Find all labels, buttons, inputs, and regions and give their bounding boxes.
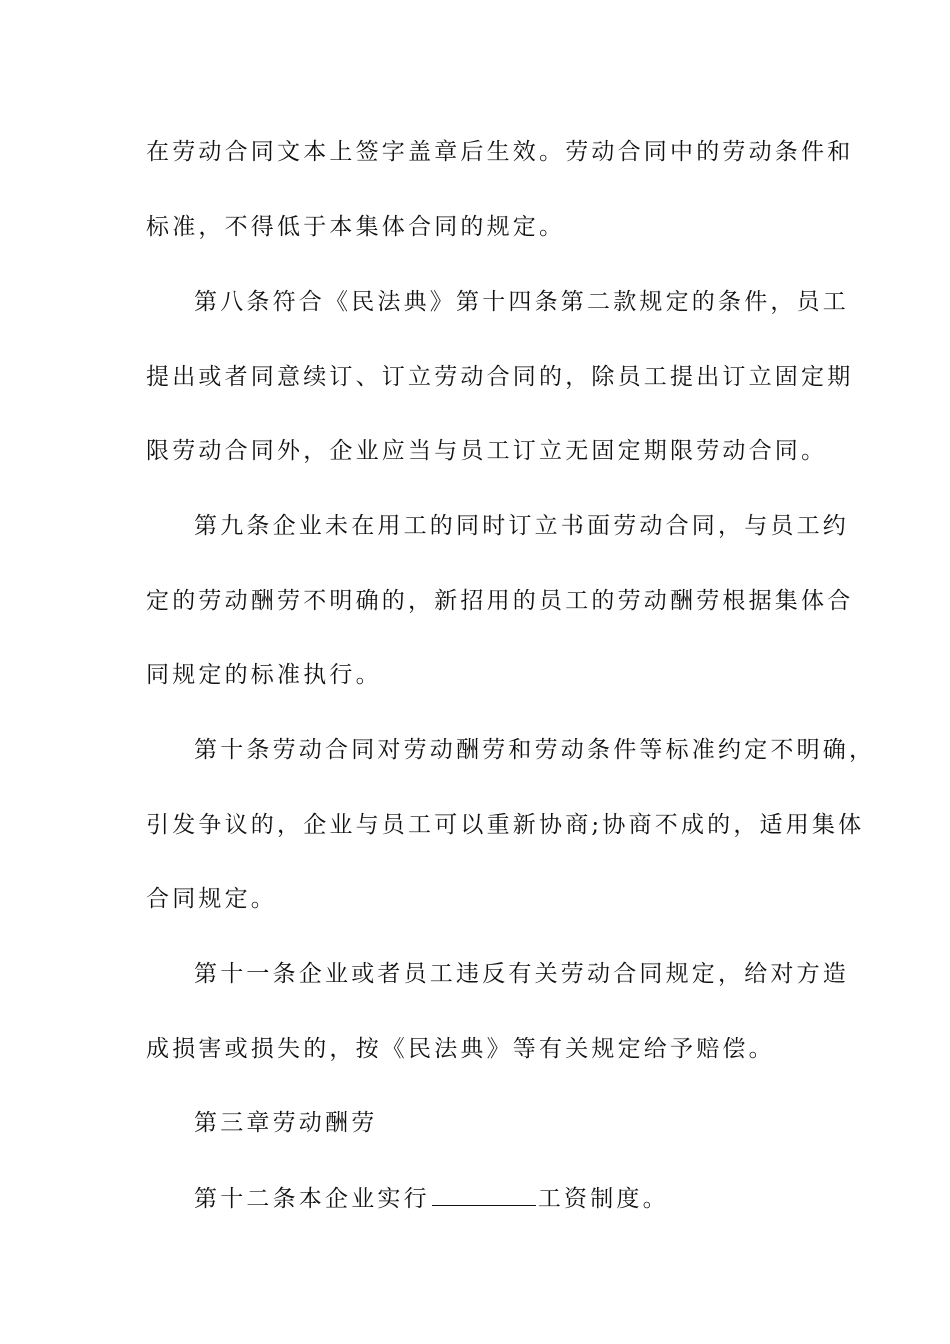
paragraph-line: 限劳动合同外，企业应当与员工订立无固定期限劳动合同。: [146, 438, 828, 464]
paragraph-line: 合同规定。: [146, 886, 277, 912]
fill-in-blank[interactable]: [432, 1183, 536, 1206]
paragraph-line: 同规定的标准执行。: [146, 662, 382, 688]
chapter-heading: 第三章劳动酬劳: [194, 1110, 378, 1136]
article-10-line: 第十条劳动合同对劳动酬劳和劳动条件等标准约定不明确，: [194, 737, 876, 763]
paragraph-line: 提出或者同意续订、订立劳动合同的，除员工提出订立固定期: [146, 364, 854, 390]
article-12-line: [194, 1183, 669, 1214]
article-8-line: 第八条符合《民法典》第十四条第二款规定的条件，员工: [194, 289, 849, 315]
article-9-line: 第九条企业未在用工的同时订立书面劳动合同，与员工约: [194, 513, 849, 539]
paragraph-line: 成损害或损失的，按《民法典》等有关规定给予赔偿。: [146, 1036, 775, 1062]
paragraph-line: 引发争议的，企业与员工可以重新协商;协商不成的，适用集体: [146, 812, 865, 838]
paragraph-line: 标准，不得低于本集体合同的规定。: [146, 214, 566, 240]
article-12-suffix: 工资制度。: [537, 1186, 669, 1212]
paragraph-line: 定的劳动酬劳不明确的，新招用的员工的劳动酬劳根据集体合: [146, 588, 854, 614]
article-11-line: 第十一条企业或者员工违反有关劳动合同规定，给对方造: [194, 961, 849, 987]
article-12-prefix: 第十二条本企业实行: [194, 1186, 430, 1212]
paragraph-line: 在劳动合同文本上签字盖章后生效。劳动合同中的劳动条件和: [146, 139, 854, 165]
